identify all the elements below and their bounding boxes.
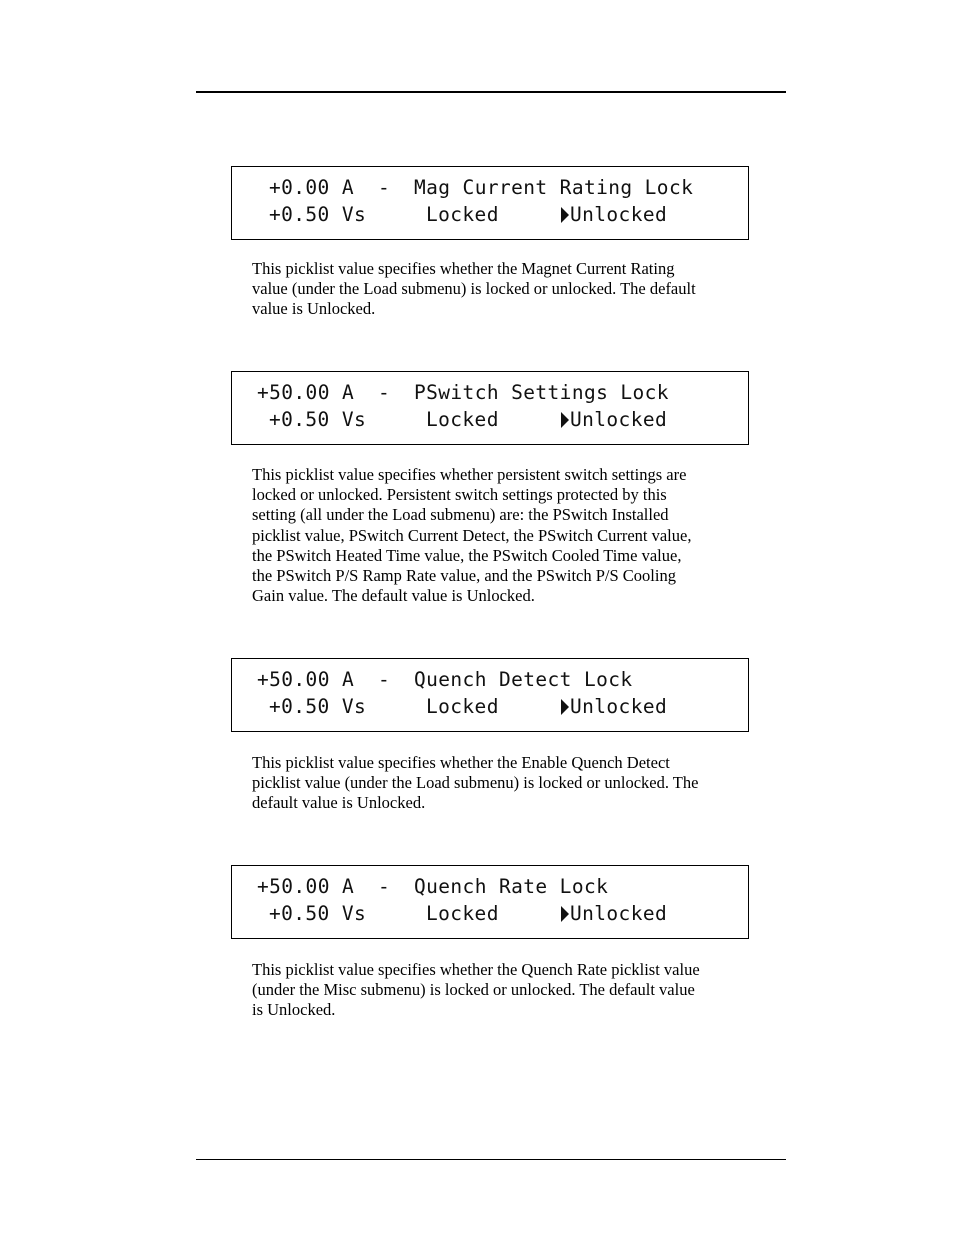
option-locked: Locked bbox=[426, 408, 499, 431]
lcd-line-1 bbox=[269, 177, 354, 199]
lcd-separator: - bbox=[378, 176, 391, 199]
description-quench-detect-lock bbox=[252, 753, 792, 814]
description-line: the PSwitch Heated Time value, the PSwitch Cooled Time value, bbox=[252, 545, 682, 565]
voltage-value: +0.50 Vs bbox=[269, 408, 367, 431]
lcd-menu-title: PSwitch Settings Lock bbox=[414, 381, 669, 404]
description-line: This picklist value specifies whether the Quench Rate picklist value bbox=[252, 960, 700, 979]
description-line: value is Unlocked. bbox=[252, 299, 376, 319]
lcd-separator: - bbox=[378, 381, 391, 404]
lcd-menu-title: Quench Detect Lock bbox=[414, 668, 633, 691]
selection-cursor-icon bbox=[561, 699, 569, 715]
description-line: This picklist value specifies whether the Enable Quench Detect bbox=[252, 753, 670, 772]
current-value: +50.00 A bbox=[257, 875, 355, 898]
voltage-value: +0.50 Vs bbox=[269, 902, 367, 925]
description-line: Gain value. The default value is Unlocked. bbox=[252, 586, 535, 606]
option-unlocked-label: Unlocked bbox=[570, 408, 668, 431]
description-line: This picklist value specifies whether the Magnet Current Rating bbox=[252, 259, 675, 278]
selection-cursor-icon bbox=[561, 207, 569, 223]
current-value: +50.00 A bbox=[257, 668, 355, 691]
lcd-display-quench-detect-lock bbox=[231, 658, 749, 732]
description-line: value (under the Load submenu) is locked or unlocked. The default bbox=[252, 279, 696, 299]
option-unlocked-selected bbox=[561, 903, 667, 925]
option-unlocked-label: Unlocked bbox=[570, 902, 668, 925]
option-locked: Locked bbox=[426, 203, 499, 226]
description-pswitch-settings-lock bbox=[252, 465, 792, 606]
lcd-display-pswitch-settings-lock bbox=[231, 371, 749, 445]
option-locked: Locked bbox=[426, 695, 499, 718]
description-line: picklist value, PSwitch Current Detect, the PSwitch Current value, bbox=[252, 525, 692, 545]
description-line: locked or unlocked. Persistent switch settings protected by this bbox=[252, 485, 667, 505]
lcd-menu-title: Mag Current Rating Lock bbox=[414, 176, 694, 199]
header-rule bbox=[196, 91, 786, 93]
description-mag-current-rating-lock bbox=[252, 259, 792, 320]
lcd-display-quench-rate-lock bbox=[231, 865, 749, 939]
description-line: is Unlocked. bbox=[252, 1000, 336, 1020]
option-locked: Locked bbox=[426, 902, 499, 925]
option-unlocked-selected bbox=[561, 696, 667, 718]
current-value: +50.00 A bbox=[257, 381, 355, 404]
lcd-separator: - bbox=[378, 668, 391, 691]
selection-cursor-icon bbox=[561, 906, 569, 922]
description-line: picklist value (under the Load submenu) is locked or unlocked. The bbox=[252, 773, 699, 793]
selection-cursor-icon bbox=[561, 412, 569, 428]
current-value: +0.00 A bbox=[269, 176, 354, 199]
description-line: default value is Unlocked. bbox=[252, 793, 426, 813]
description-line: (under the Misc submenu) is locked or unlocked. The default value bbox=[252, 980, 695, 1000]
description-line: This picklist value specifies whether persistent switch settings are bbox=[252, 465, 687, 484]
description-line: the PSwitch P/S Ramp Rate value, and the PSwitch P/S Cooling bbox=[252, 566, 676, 586]
option-unlocked-selected bbox=[561, 409, 667, 431]
option-unlocked-selected bbox=[561, 204, 667, 226]
voltage-value: +0.50 Vs bbox=[269, 695, 367, 718]
option-unlocked-label: Unlocked bbox=[570, 203, 668, 226]
description-quench-rate-lock bbox=[252, 960, 792, 1021]
lcd-menu-title: Quench Rate Lock bbox=[414, 875, 609, 898]
lcd-separator: - bbox=[378, 875, 391, 898]
description-line: setting (all under the Load submenu) are: the PSwitch Installed bbox=[252, 505, 669, 525]
voltage-value: +0.50 Vs bbox=[269, 203, 367, 226]
option-unlocked-label: Unlocked bbox=[570, 695, 668, 718]
lcd-display-mag-current-rating-lock bbox=[231, 166, 749, 240]
footer-rule bbox=[196, 1159, 786, 1160]
